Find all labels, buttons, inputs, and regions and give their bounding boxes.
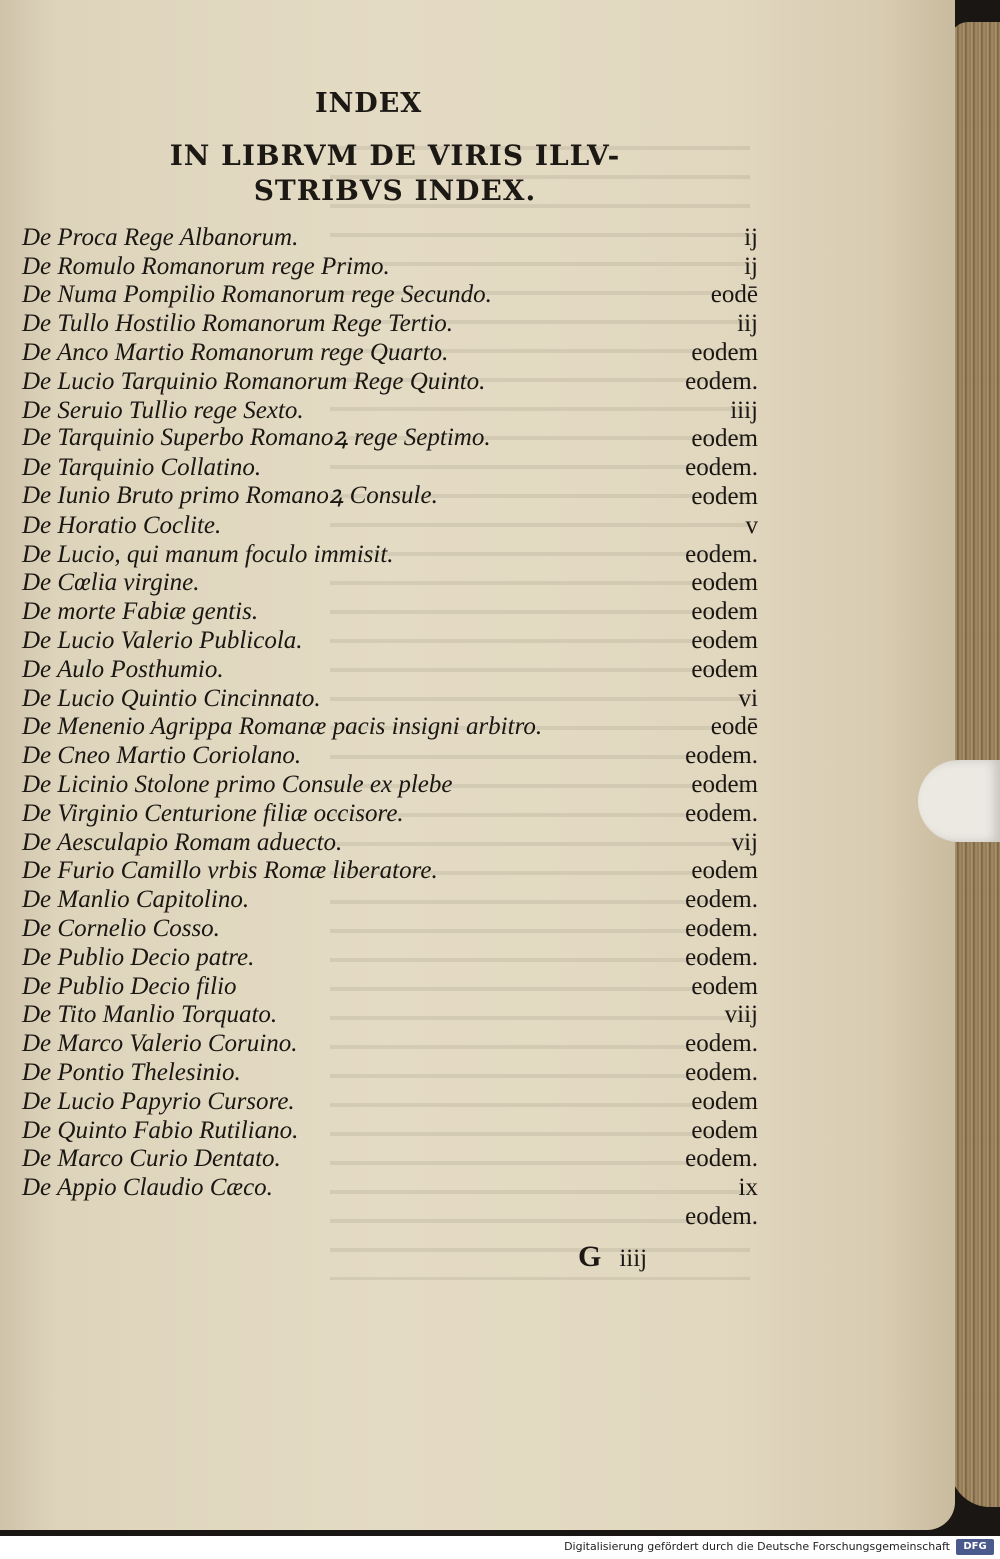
entry-page-ref: iij (737, 310, 758, 338)
entry-page-ref: eodem (691, 569, 758, 597)
index-entry (22, 281, 762, 313)
entry-page-ref: eodem. (685, 540, 758, 568)
index-entry (22, 799, 762, 831)
entry-title: De Furio Camillo vrbis Romæ liberatore. (22, 857, 438, 885)
entry-title: De Proca Rege Albanorum. (22, 223, 299, 251)
entry-page-ref: eodem. (685, 367, 758, 395)
entry-page-ref: eodem (691, 1087, 758, 1115)
entry-title: De Cornelio Cosso. (22, 914, 220, 942)
entry-page-ref: iiij (730, 396, 758, 424)
entry-page-ref: eodem (691, 972, 758, 1000)
entry-title: De Tito Manlio Torquato. (22, 1001, 278, 1029)
index-entry-list (22, 223, 762, 1234)
entry-page-ref: eodem. (685, 742, 758, 770)
index-entry (22, 713, 762, 745)
entry-page-ref: eodem (691, 482, 758, 510)
entry-page-ref: eodem (691, 857, 758, 885)
index-entry (22, 1001, 762, 1033)
index-entry (22, 857, 762, 889)
entry-title: De Virginio Centurione filiæ occisore. (22, 799, 404, 827)
index-entry (22, 626, 762, 658)
index-entry (22, 1176, 762, 1205)
entry-page-ref: eodem (691, 1116, 758, 1144)
entry-title: De Romulo Romanorum rege Primo. (22, 252, 390, 280)
entry-title: De Aesculapio Romam aduecto. (22, 828, 343, 856)
entry-page-ref: eodem (691, 425, 758, 453)
index-entry (22, 744, 762, 773)
entry-title: De Numa Pompilio Romanorum rege Secundo. (22, 281, 492, 309)
entry-title: De Tarquinio Collatino. (22, 454, 262, 482)
entry-page-ref: eodem (691, 338, 758, 366)
entry-page-ref: eodem. (685, 1145, 758, 1173)
entry-title: De Tarquinio Superbo Romanoꝝ rege Septimo. (22, 424, 491, 452)
signature-mark (578, 1240, 647, 1274)
entry-page-ref: eodem. (685, 914, 758, 942)
running-head: INDEX (315, 88, 423, 119)
entry-page-ref: eodē (710, 281, 758, 309)
signature-letter: G (578, 1240, 602, 1273)
dfg-logo: DFG (956, 1539, 994, 1555)
entry-title: De Manlio Capitolino. (22, 886, 250, 914)
entry-title: De Pontio Thelesinio. (22, 1058, 241, 1086)
entry-title: De Cneo Martio Coriolano. (22, 742, 302, 770)
index-entry (22, 943, 762, 975)
entry-page-ref: eodem (691, 770, 758, 798)
entry-page-ref: ij (744, 223, 758, 251)
entry-title: De Licinio Stolone primo Consule ex plebe (22, 770, 453, 798)
index-title-line-2: STRIBVS INDEX. (253, 174, 537, 207)
trailing-entry-row (22, 1202, 762, 1234)
footer-bar (0, 1536, 1000, 1559)
entry-page-ref: eodem. (685, 454, 758, 482)
entry-title: De Aulo Posthumio. (22, 655, 224, 683)
page-clip (918, 760, 1000, 842)
entry-page-ref: eodem. (685, 799, 758, 827)
index-entry (22, 424, 762, 457)
entry-page-ref: eodem (691, 655, 758, 683)
index-entry (22, 223, 762, 255)
entry-title: De Lucio Quintio Cincinnato. (22, 684, 321, 712)
index-entry (22, 684, 762, 716)
entry-page-ref: eodē (710, 713, 758, 741)
entry-title: De Menenio Agrippa Romanæ pacis insigni arbitro. (22, 713, 543, 741)
entry-title: De Iunio Bruto primo Romanoꝝ Consule. (22, 481, 438, 509)
entry-title: De Publio Decio patre. (22, 943, 255, 971)
entry-title: De Publio Decio filio (22, 972, 237, 1000)
index-entry (22, 569, 762, 601)
index-entry (22, 914, 762, 946)
index-entry (22, 1032, 762, 1061)
entry-page-ref: ix (738, 1174, 758, 1202)
index-entry (22, 828, 762, 860)
entry-page-ref: vi (738, 684, 758, 712)
entry-title: De Quinto Fabio Rutiliano. (22, 1116, 299, 1144)
index-entry (22, 338, 762, 370)
entry-title: De Appio Claudio Cæco. (22, 1174, 273, 1202)
index-entry (22, 972, 762, 1004)
entry-title: De Cœlia virgine. (22, 569, 200, 597)
index-entry (22, 367, 762, 399)
index-entry (22, 655, 762, 687)
entry-page-ref: eodem. (685, 1030, 758, 1058)
index-entry (22, 511, 762, 543)
entry-page-ref: eodem. (685, 1058, 758, 1086)
entry-page-ref: eodem (691, 626, 758, 654)
entry-title: De Seruio Tullio rege Sexto. (22, 396, 304, 424)
entry-title: De Lucio Valerio Publicola. (22, 626, 303, 654)
index-entry (22, 1058, 762, 1090)
entry-page-ref: eodem (691, 598, 758, 626)
index-entry (22, 770, 762, 802)
entry-page-ref: eodem. (685, 886, 758, 914)
index-entry (22, 540, 762, 572)
entry-title: De Lucio, qui manum foculo immisit. (22, 540, 394, 568)
entry-title: De Lucio Tarquinio Romanorum Rege Quinto. (22, 367, 486, 395)
entry-page-ref: v (745, 511, 758, 539)
entry-title: De Lucio Papyrio Cursore. (22, 1087, 295, 1115)
entry-title: De Marco Valerio Coruino. (22, 1030, 298, 1058)
entry-page-ref: ij (744, 252, 758, 280)
index-entry (22, 252, 762, 284)
funding-credit: Digitalisierung gefördert durch die Deutsche Forschungsgemeinschaft (564, 1540, 950, 1553)
index-entry (22, 888, 762, 917)
entry-page-ref: eodem. (685, 1202, 758, 1230)
entry-title: De morte Fabiæ gentis. (22, 598, 259, 626)
index-entry (22, 1087, 762, 1119)
signature-number: iiij (619, 1245, 648, 1272)
index-title (150, 138, 640, 208)
index-title-line-1: IN LIBRVM DE VIRIS ILLV- (169, 139, 621, 172)
entry-page-ref: vij (731, 828, 758, 856)
index-entry (22, 481, 762, 514)
entry-page-ref: eodem. (685, 943, 758, 971)
index-entry (22, 1145, 762, 1177)
entry-title: De Tullo Hostilio Romanorum Rege Tertio. (22, 310, 454, 338)
index-entry (22, 312, 762, 341)
entry-title: De Anco Martio Romanorum rege Quarto. (22, 338, 449, 366)
entry-title: De Marco Curio Dentato. (22, 1145, 281, 1173)
index-entry (22, 1116, 762, 1148)
entry-page-ref: viij (724, 1001, 758, 1029)
entry-title: De Horatio Coclite. (22, 511, 222, 539)
index-entry (22, 600, 762, 629)
